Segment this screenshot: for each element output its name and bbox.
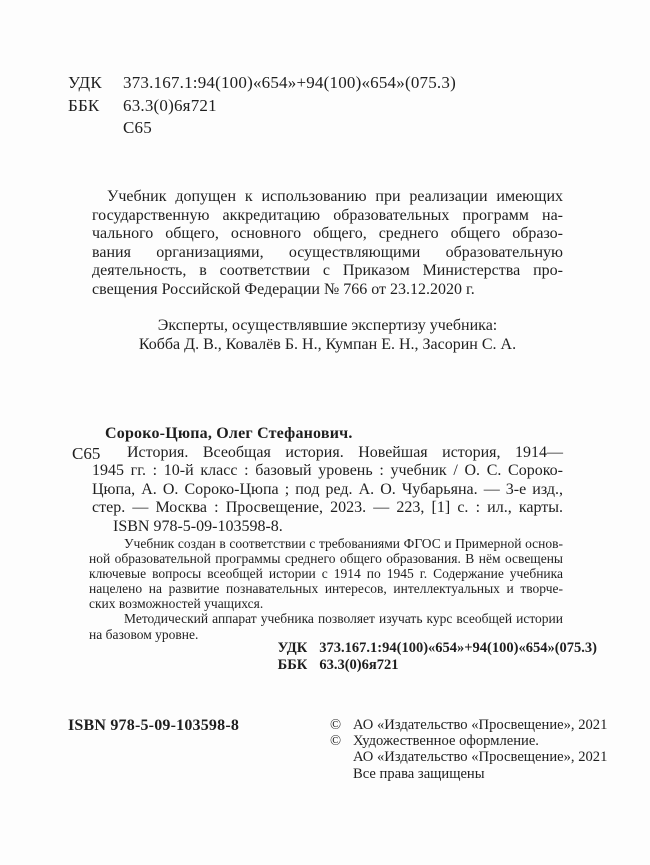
copyright-symbol xyxy=(330,766,353,782)
author-code-row xyxy=(68,117,456,140)
bbk-bottom-value: 63.3(0)6я721 xyxy=(319,656,399,673)
catalog-line: 1945 гг. : 10-й класс : базовый уровень : учебник / О. С. Сороко- xyxy=(92,462,563,480)
bbk-bottom-label: ББК xyxy=(277,656,308,673)
admission-line: государственную аккредитацию образовательных программ на- xyxy=(92,206,563,224)
copyright-line xyxy=(330,766,607,782)
udk-bottom-value: 373.167.1:94(100)«654»+94(100)«654»(075.3) xyxy=(319,640,597,656)
top-codes-block xyxy=(68,72,456,140)
bbk-bottom-row xyxy=(278,657,597,674)
author-code-top: С65 xyxy=(123,118,152,137)
admission-line: чального общего, основного общего, среднего общего образо- xyxy=(92,225,563,243)
udk-label: УДК xyxy=(68,73,102,92)
copyright-text: АО «Издательство «Просвещение», 2021 xyxy=(353,749,608,766)
annotation-line: на базовом уровне. xyxy=(89,626,199,642)
bbk-label: ББК xyxy=(68,95,100,115)
catalog-line: История. Всеобщая история. Новейшая история, 1914— xyxy=(127,443,563,461)
annotation-line: ной образовательной программы среднего общего образования. В нём освещены xyxy=(89,551,563,567)
annotation-line: Учебник создан в соответствии с требованиями ФГОС и Примерной основ- xyxy=(124,536,563,551)
experts-names: Кобба Д. В., Ковалёв Б. Н., Кумпан Е. Н., Засорин С. А. xyxy=(138,335,517,353)
admission-line: вания организациями, осуществляющими образовательную xyxy=(92,243,563,261)
copyright-text: Художественное оформление. xyxy=(353,733,539,750)
isbn-bottom: ISBN 978-5-09-103598-8 xyxy=(68,717,240,734)
udk-row xyxy=(68,72,456,95)
admission-line: деятельность, в соответствии с Приказом Министерства про- xyxy=(92,262,563,280)
annotation-line: ключевые вопросы всеобщей истории с 1914 по 1945 г. Содержание учебника xyxy=(89,566,563,582)
annotation-line: нацелено на развитие познавательных интересов, интеллектуальных и творче- xyxy=(89,581,563,597)
admission-line: свещения Российской Федерации № 766 от 23.12.2020 г. xyxy=(92,280,475,298)
catalog-line: стер. — Москва : Просвещение, 2023. — 223, [1] с. : ил., карты. xyxy=(92,499,563,517)
copyright-line xyxy=(330,717,607,733)
udk-bottom-label: УДК xyxy=(277,640,308,656)
admission-line: Учебник допущен к использованию при реализации имеющих xyxy=(107,188,563,205)
copyright-text: Все права защищены xyxy=(353,765,485,782)
copyright-block xyxy=(330,717,607,782)
copyright-symbol: © xyxy=(330,733,342,750)
author-code-margin: С65 xyxy=(72,444,101,463)
experts-block xyxy=(92,317,563,355)
catalog-card xyxy=(92,425,563,537)
copyright-text: АО «Издательство «Просвещение», 2021 xyxy=(353,717,608,733)
bbk-value: 63.3(0)6я721 xyxy=(123,95,217,115)
udk-value: 373.167.1:94(100)«654»+94(100)«654»(075.3) xyxy=(123,73,456,92)
copyright-symbol xyxy=(330,749,353,765)
copyright-line xyxy=(330,733,607,749)
catalog-isbn-line: ISBN 978-5-09-103598-8. xyxy=(113,517,283,535)
admission-notice xyxy=(92,188,563,300)
copyright-symbol: © xyxy=(330,717,342,733)
bottom-codes-block xyxy=(278,640,597,673)
catalog-line: Цюпа, А. О. Сороко-Цюпа ; под ред. А. О. Чубарьяна. — 3-е изд., xyxy=(92,480,563,498)
bbk-row xyxy=(68,95,456,118)
annotation-line: ских возможностей учащихся. xyxy=(89,596,264,612)
annotation-line: Методический аппарат учебника позволяет изучать курс всеобщей истории xyxy=(124,611,563,627)
annotation-block xyxy=(89,536,563,642)
copyright-line xyxy=(330,749,607,765)
experts-heading: Эксперты, осуществлявшие экспертизу учебника: xyxy=(157,317,498,334)
author-name: Сороко-Цюпа, Олег Стефанович. xyxy=(105,425,353,442)
udk-bottom-row xyxy=(278,640,597,657)
